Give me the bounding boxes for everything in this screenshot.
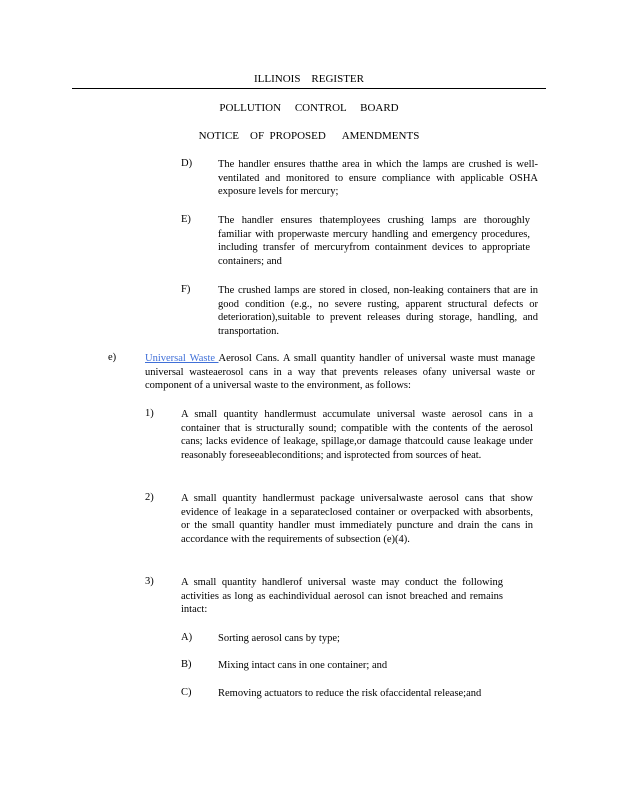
item-marker: F) <box>181 284 191 295</box>
universal-waste-link[interactable]: Universal Waste <box>145 353 219 364</box>
section-marker: e) <box>108 352 117 363</box>
notice-title: NOTICE OF PROPOSED AMENDMENTS <box>198 130 420 142</box>
numbered-text: A small quantity handlermust package universalwaste aerosol cans that show evidence of leakage in a separateclosed container or overpacked with absorbents, or the small quantity handler must immediately puncture and drain the cans in accordance with the requirements of subsection (e)(4). <box>181 493 533 545</box>
header-rule <box>72 88 546 89</box>
sub-text: Sorting aerosol cans by type; <box>218 633 340 644</box>
sub-text: Removing actuators to reduce the risk ofaccidental release;and <box>218 688 482 699</box>
numbered-marker: 1) <box>145 408 154 419</box>
item-marker: D) <box>181 158 193 169</box>
numbered-marker: 3) <box>145 576 154 587</box>
numbered-text: A small quantity handlerof universal waste may conduct the following activities as long as eachindividual aerosol can isnot breached and remains intact: <box>181 577 503 615</box>
item-text: The crushed lamps are stored in closed, non-leaking containers that are in good condition (e.g., no severe rusting, apparent structural defects or deterioration),suitable to prevent releases during storage, handling, and transportation. <box>218 285 538 337</box>
item-text: The handler ensures thatemployees crushing lamps are thoroughly familiar with properwaste mercury handling and emergency procedures, including transfer of mercuryfrom containment devices to appropriate containers; and <box>218 215 530 267</box>
numbered-text: A small quantity handlermust accumulate universal waste aerosol cans in a container that is structurally sound; compatible with the contents of the aerosol cans; lacks evidence of leakage, spillage,or damage thatcould cause leakage under reasonably foreseeableconditions; and isprotected from sources of heat. <box>181 409 533 461</box>
item-marker: E) <box>181 214 191 225</box>
sub-text: Mixing intact cans in one container; and <box>218 660 388 671</box>
sub-marker: B) <box>181 659 192 670</box>
section-e-body: Aerosol Cans. A small quantity handler of universal waste must manage universal wasteaerosol cans in a way that prevents releases ofany universal waste or component of a universal waste to the environment, as follows: <box>145 353 535 391</box>
board-title: POLLUTION CONTROL BOARD <box>219 102 399 114</box>
register-title: ILLINOIS REGISTER <box>254 73 364 85</box>
item-text: The handler ensures thatthe area in which the lamps are crushed is well-ventilated and monitored to ensure compliance with applicable OSHA exposure levels for mercury; <box>218 159 538 197</box>
sub-marker: A) <box>181 632 193 643</box>
numbered-marker: 2) <box>145 492 154 503</box>
section-e-text <box>145 352 535 393</box>
sub-marker: C) <box>181 687 192 698</box>
